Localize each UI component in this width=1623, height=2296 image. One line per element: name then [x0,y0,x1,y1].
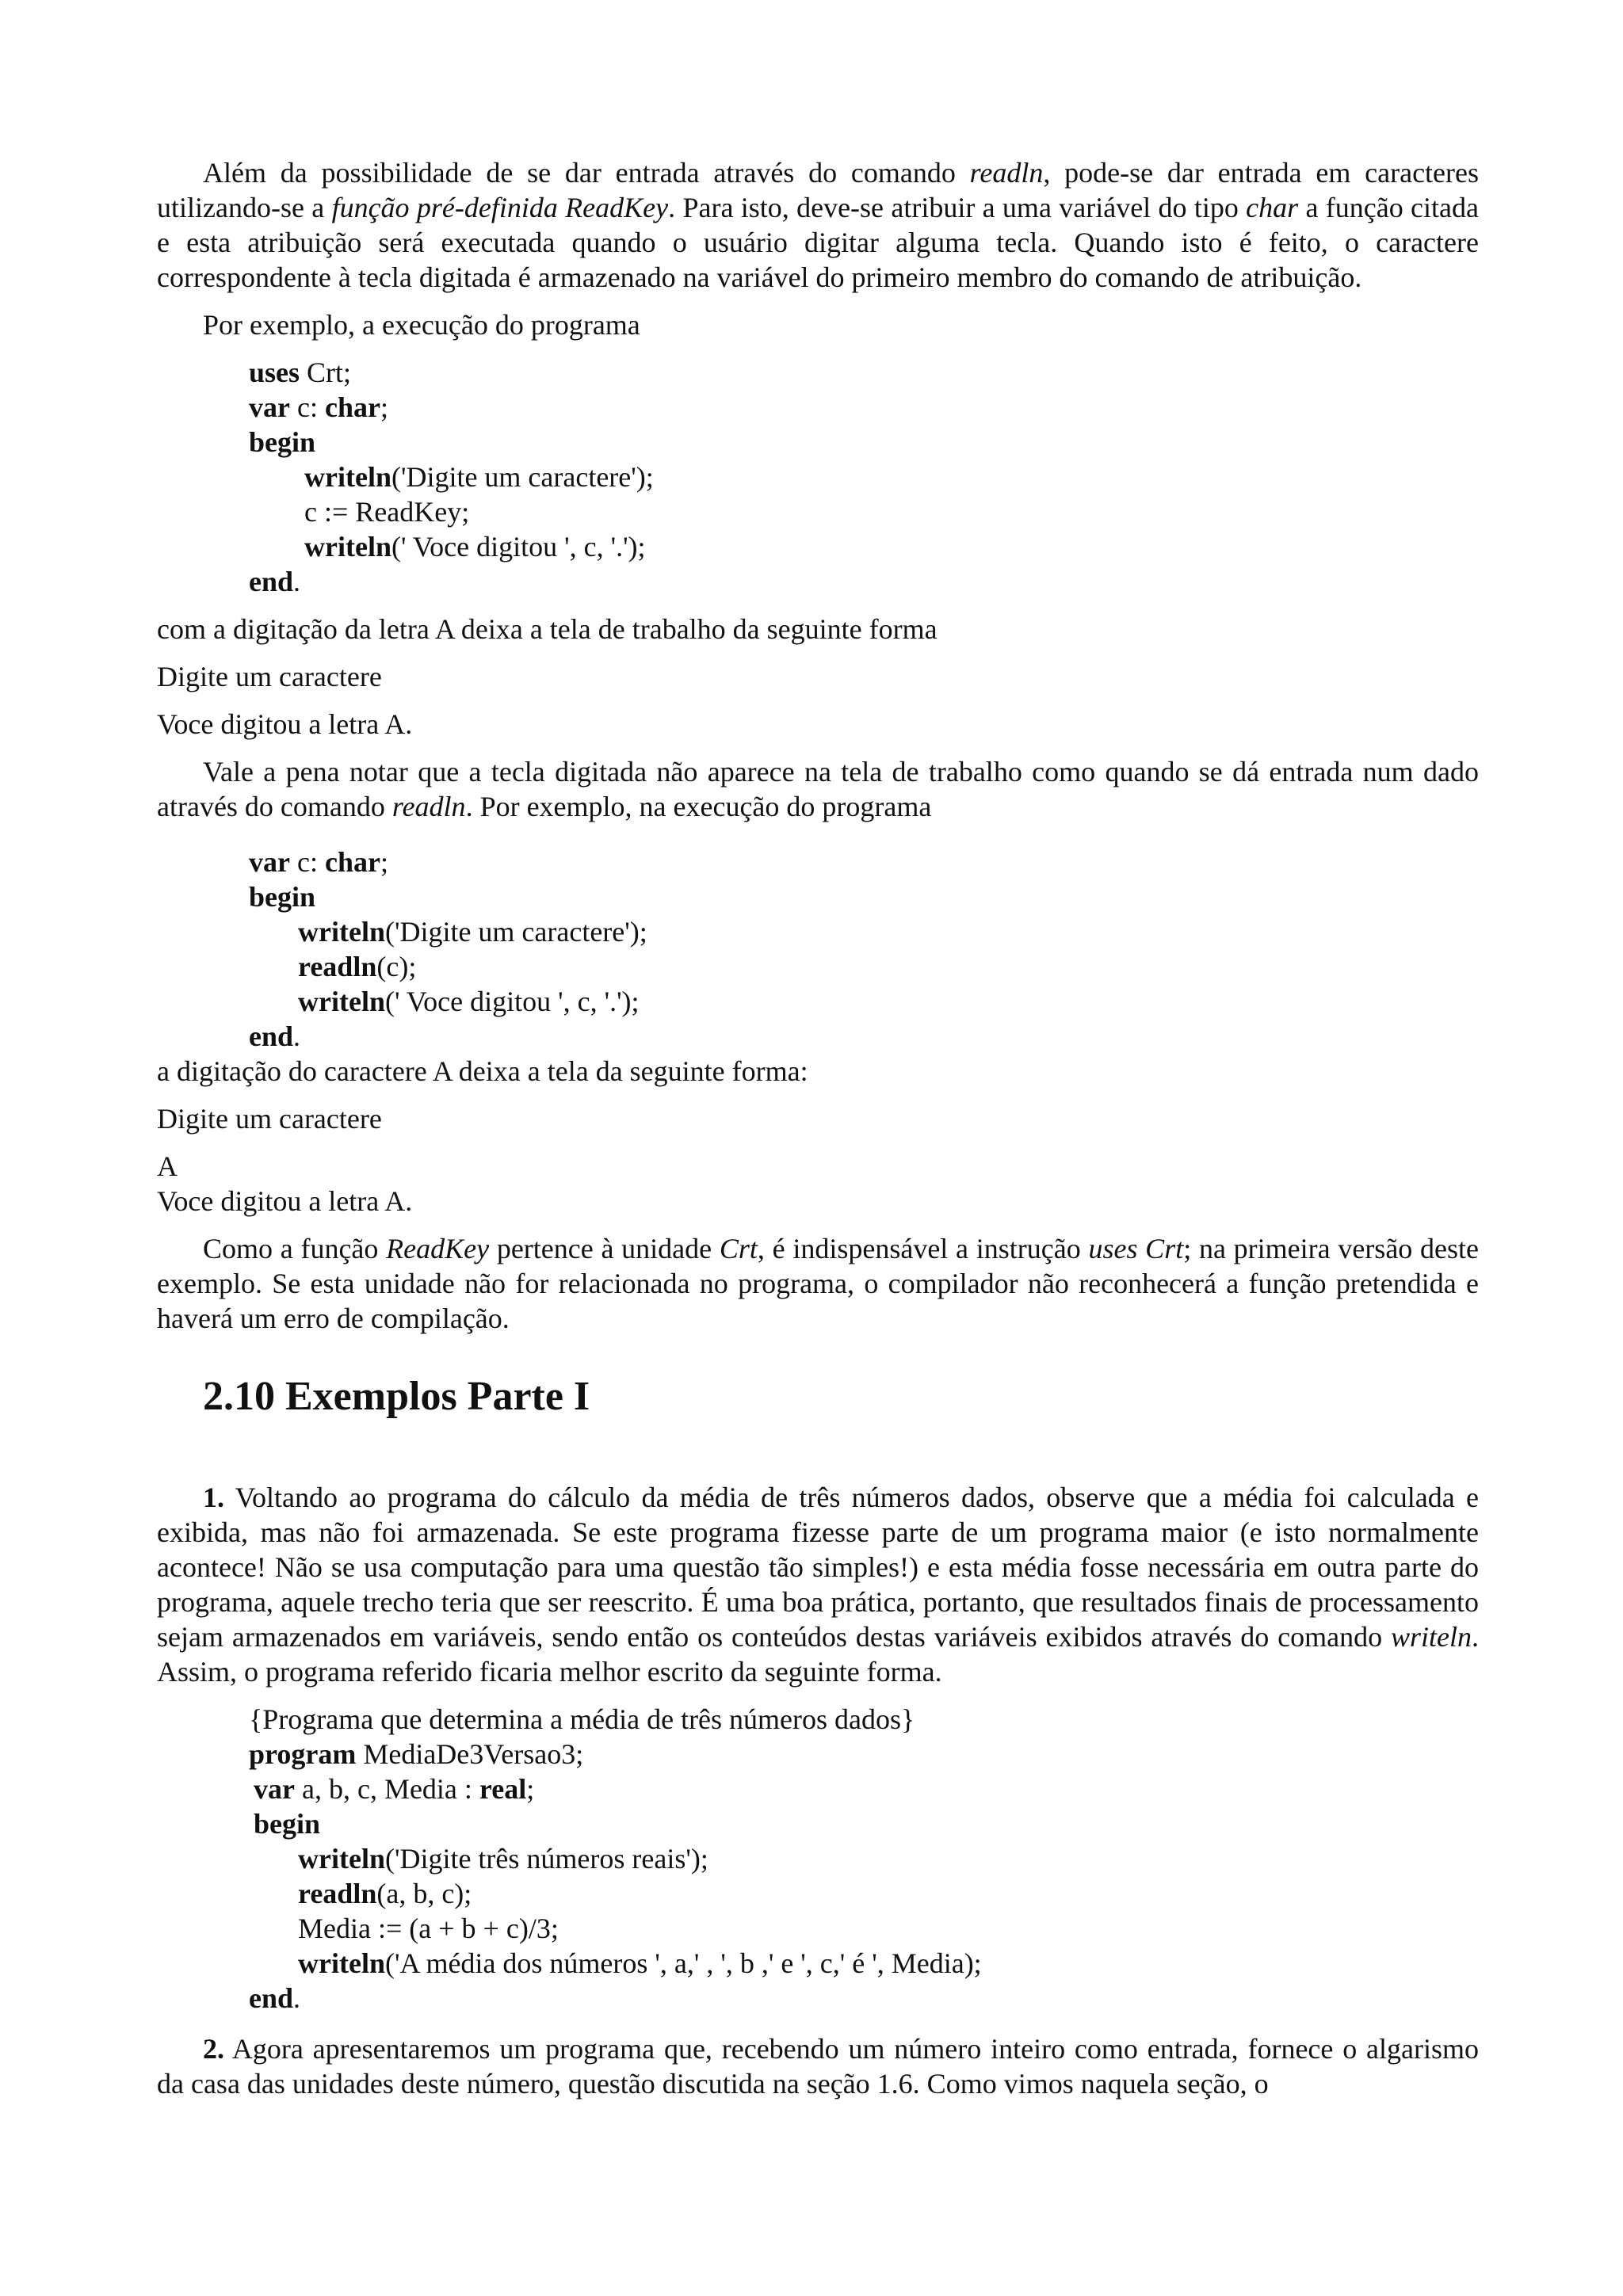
paragraph-readkey-intro: Além da possibilidade de se dar entrada através do comando readln, pode-se dar entrada em caracteres utilizando-se a função pré-definida ReadKey. Para isto, deve-se atribuir a uma variável do tipo char a função citada e esta atribuição será executada quando o usuário digitar alguma tecla. Quando isto é feito, o caractere correspondente à tecla digitada é armazenado na variável do primeiro membro do comando de atribuição. [157,157,1479,293]
paragraph-crt-unit: Como a função ReadKey pertence à unidade Crt, é indispensável a instrução uses Crt; na primeira versão deste exemplo. Se esta unidade não for relacionada no programa, o compilador não reconhecerá a função pretendida e haverá um erro de compilação. [157,1233,1479,1334]
document-page [157,155,1479,2101]
code-line: writeln(' Voce digitou ', c, '.'); [304,531,646,563]
code-line: writeln('Digite um caractere'); [304,461,654,493]
paragraph-example-2: 2. Agora apresentaremos um programa que, recebendo um número inteiro como entrada, fornece o algarismo da casa das unidades deste número, questão discutida na seção 1.6. Como vimos naquela seção, o [157,2033,1479,2100]
code-line: program MediaDe3Versao3; [249,1738,584,1770]
code-line: readln(a, b, c); [298,1878,472,1909]
code-line: end. [249,566,301,597]
code-block-readln [157,845,1479,1054]
code-line: Media := (a + b + c)/3; [298,1913,559,1944]
screen-output-line: Digite um caractere [157,1103,382,1135]
paragraph-example-intro: Por exemplo, a execução do programa [203,309,640,341]
screen-output-line: Voce digitou a letra A. [157,1185,413,1217]
code-line: readln(c); [298,951,417,982]
code-line: writeln('A média dos números ', a,' , ', b ,' e ', c,' é ', Media); [298,1947,982,1979]
code-block-readkey [157,355,1479,599]
code-line: c := ReadKey; [304,496,470,528]
code-line: {Programa que determina a média de três números dados} [249,1703,915,1735]
code-line: writeln(' Voce digitou ', c, '.'); [298,986,640,1017]
paragraph-readln-note: Vale a pena notar que a tecla digitada não aparece na tela de trabalho como quando se dá entrada num dado através do comando readln. Por exemplo, na execução do programa [157,756,1479,822]
code-line: writeln('Digite um caractere'); [298,916,647,948]
code-line: begin [249,881,316,913]
code-line: begin [254,1808,321,1840]
code-line: end. [249,1020,301,1052]
code-line: end. [249,1982,301,2014]
paragraph-example-1: 1. Voltando ao programa do cálculo da média de três números dados, observe que a média foi calculada e exibida, mas não foi armazenada. Se este programa fizesse parte de um programa maior (e isto normalmente acontece! Não se usa computação para uma questão tão simples!) e esta média fosse necessária em outra parte do programa, aquele trecho teria que ser reescrito. É uma boa prática, portanto, que resultados finais de processamento sejam armazenados em variáveis, sendo então os conteúdos destas variáveis exibidos através do comando writeln. Assim, o programa referido ficaria melhor escrito da seguinte forma. [157,1482,1479,1688]
code-line: var c: char; [249,846,388,878]
screen-output-line: Voce digitou a letra A. [157,708,413,740]
paragraph-screen-result-2: a digitação do caractere A deixa a tela da seguinte forma: [157,1055,808,1087]
code-line: begin [249,426,316,458]
section-heading: 2.10 Exemplos Parte I [203,1374,590,1419]
paragraph-screen-result: com a digitação da letra A deixa a tela de trabalho da seguinte forma [157,613,938,645]
code-block-media [157,1702,1479,2016]
code-line: writeln('Digite três números reais'); [298,1843,708,1875]
code-line: uses Crt; [249,357,352,388]
screen-output-line: A [157,1150,178,1182]
screen-output-line: Digite um caractere [157,661,382,692]
code-line: var c: char; [249,391,388,423]
code-line: var a, b, c, Media : real; [254,1773,535,1805]
